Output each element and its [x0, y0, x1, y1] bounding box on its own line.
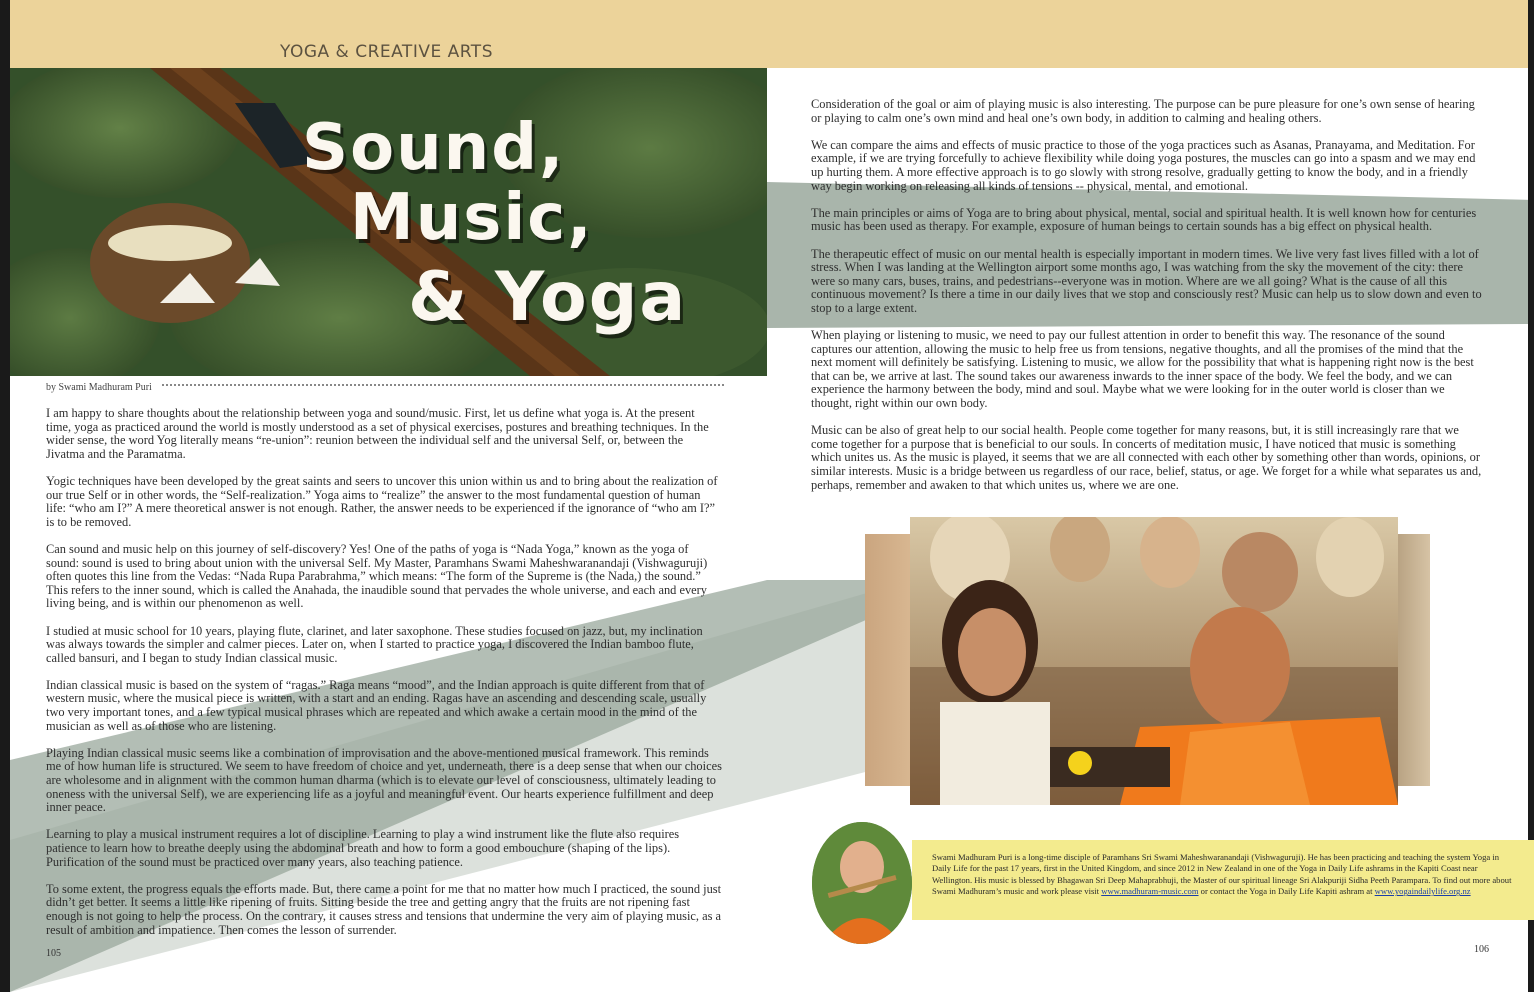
byline-divider: [162, 384, 724, 386]
author-photo-illustration: [812, 822, 912, 944]
section-title: YOGA & CREATIVE ARTS: [280, 42, 493, 62]
author-bio: [932, 852, 1512, 898]
right-paragraph: When playing or listening to music, we need to pay our fullest attention in order to benefit this way. The resonance of the sound captures our attention, allowing the music to help free us from tensions, negative thoughts, and all the promises of the mind that the next moment will definitely be satisfying. Listening to music, we allow for the possibility that what is happening right now is the best that can be, we arrive at last. The sound takes our awareness inwards to the inner space of the body. We feel the body, and we can experience the harmony between the body, mind and soul. Maybe what we were looking for in the outer world is closer than we thought, right within our own body.: [811, 328, 1474, 411]
concert-photo-illustration: [910, 517, 1398, 805]
left-paragraph: To some extent, the progress equals the efforts made. But, there came a point for me that no matter how much I practiced, the sound just didn’t get better. It seems a little like ripening of fruits. Sitting beside the tree and getting angry that the fruits are not ripening fast enough is not going to help the process. On the contrary, it causes stress and tensions that undermine the very aim of playing music, as a result of ambition and impatience. Then comes the lesson of surrender.: [46, 881, 722, 937]
concert-photo: [910, 517, 1398, 805]
hero-title-line-1: Sound,: [302, 111, 566, 185]
left-page-edge: [0, 0, 10, 992]
left-paragraph: Playing Indian classical music seems like a combination of improvisation and the above-mentioned musical framework. This reminds me of how human life is structured. We seem to have freedom of choice and yet, underneath, there is a deep sense that when our choices are wholesome and in alignment with the common human dharma (which is to elevate our level of consciousness, ultimately leading to oneness with the universal Self), we are experiencing life as a joyful and meaningful event. Our hearts experience fulfillment and deep inner peace.: [46, 745, 722, 815]
right-paragraph: Music can be also of great help to our social health. People come together for many reasons, but, it is still increasingly rare that we come together for a purpose that is beneficial to our souls. In concerts of meditation music, I have noticed that music is something which unites us. As the music is played, it seems that we are all connected with each other by something other than words, opinions, or similar interests. Music is a bridge between us regardless of our race, belief, status, or age. We forget for a while what separates us and, perhaps, remember and awaken to that which unites us, where we are one.: [811, 423, 1482, 492]
music-site-link[interactable]: www.madhuram-music.com: [1101, 886, 1199, 897]
bio-text: or contact the Yoga in Daily Life Kapiti ashram at: [1198, 886, 1375, 897]
hero-title-line-3: & Yoga: [408, 258, 688, 337]
ashram-site-link[interactable]: www.yogaindailylife.org.nz: [1374, 886, 1471, 897]
left-paragraph: Yogic techniques have been developed by the great saints and seers to uncover this union within us and to bring about the realization of our true Self or in other words, the “Self-realization.” Yoga aims to “realize” the answer to the most fundamental question of human life: “who am I?” A mere theoretical answer is not enough. Rather, the answer needs to be experienced if the ignorance of “who am I?” is to be removed.: [46, 473, 718, 529]
page-number-right: 106: [1474, 944, 1489, 955]
left-paragraph: Can sound and music help on this journey of self-discovery? Yes! One of the paths of yoga is “Nada Yoga,” known as the yoga of sound: sound is used to bring about union with the universal Self. My Master, Paramhans Swami Maheshwaranandaji (Vishwaguruji) often quotes this line from the Vedas: “Nada Rupa Parabrahma,” which means: “The form of the Supreme is (the Nada,) the sound.” This refers to the inner sound, which is called the Anahada, the inaudible sound that pervades the whole universe, and each and every living being, and is within our phenomenon as well.: [46, 541, 708, 611]
photo-edge-left: [865, 534, 911, 786]
left-paragraph: Indian classical music is based on the system of “ragas.” Raga means “mood”, and the Indian approach is quite different from that of western music, where the musical piece is written, with a start and an ending. Ragas have an ascending and descending scale, usually two very important tones, and a few typical musical phrases which are repeated and which awake a certain mood in the mind of the musician as well as of those who are listening.: [46, 677, 707, 733]
hero-image: [10, 68, 767, 376]
hero-title-line-2: Music,: [350, 181, 594, 255]
bio-text: Swami Madhuram Puri is a long-time disciple of Paramhans Sri Swami Maheshwaranandaji (Vishwaguruji). He has been practicing and teaching the system Yoga in Daily Life for the past 17 years, first in the United Kingdom, and since 2012 in New Zealand in one of the Yoga in Daily Life ashrams in the Kapiti Coast near Wellington. His music is blessed by Bhagawan Sri Deep Mahaprabhuji, the Master of our spiritual lineage Sri Alakpuriji Sidha Peeth Parampara. To find out more about Swami Madhuram’s music and work please visit: [932, 852, 1512, 897]
right-paragraph: The main principles or aims of Yoga are to bring about physical, mental, social and spiritual health. It is well known how for centuries music has been used as therapy. For example, exposure of human beings to certain sounds has a big effect on physical health.: [811, 205, 1477, 234]
photo-edge-right: [1397, 534, 1430, 786]
page-number-left: 105: [46, 948, 61, 959]
left-paragraph: I am happy to share thoughts about the relationship between yoga and sound/music. First, let us define what yoga is. At the present time, yoga as practiced around the world is mostly understood as a set of physical exercises, postures and breathing techniques. In the wider sense, the word Yog literally means “re-union”: reunion between the individual self and the universal Self, or, between the Jivatma and the Paramatma.: [46, 406, 709, 461]
right-paragraph: The therapeutic effect of music on our mental health is especially important in modern times. We live very fast lives filled with a lot of stress. When I was landing at the Wellington airport some months ago, I was watching from the sky the movement of the city: there were so many cars, buses, trains, and pedestrians--everyone was in motion. Where are we all going? What is the cause of all this continuous movement? Is there a time in our daily lives that we stop and consciously rest? Music can help us to slow down and even to stop to a large extent.: [811, 246, 1482, 315]
right-paragraph: We can compare the aims and effects of music practice to those of the yoga practices such as Asanas, Pranayama, and Meditation. For example, if we are trying forcefully to achieve flexibility while doing yoga postures, the muscles can go into a spasm and we may end up hurting them. A more effective approach is to go slowly with strong resolve, gradually getting to know the body, and in a friendly way begin working on releasing all kinds of tensions -- physical, mental, and emotional.: [811, 137, 1476, 193]
left-article-column: [46, 407, 722, 951]
author-photo: [812, 822, 912, 944]
byline: by Swami Madhuram Puri: [46, 382, 152, 393]
right-article-column: [811, 98, 1483, 506]
right-paragraph: Consideration of the goal or aim of playing music is also interesting. The purpose can be pure pleasure for one’s own sense of hearing or playing to calm one’s own mind and heal one’s own body, in addition to calming and healing others.: [811, 97, 1475, 125]
left-paragraph: I studied at music school for 10 years, playing flute, clarinet, and later saxophone. These studies focused on jazz, but, my inclination was always towards the simpler and calmer pieces. Later on, when I started to practice yoga, I discovered the Indian bamboo flute, called bansuri, and I began to study Indian classical music.: [46, 623, 703, 665]
left-paragraph: Learning to play a musical instrument requires a lot of discipline. Learning to play a wind instrument like the flute also requires patience to learn how to breathe deeply using the abdominal breath and how to form a good embouchure (shaping of the lips). Purification of the sound must be practiced over many years, also teaching patience.: [46, 827, 680, 869]
